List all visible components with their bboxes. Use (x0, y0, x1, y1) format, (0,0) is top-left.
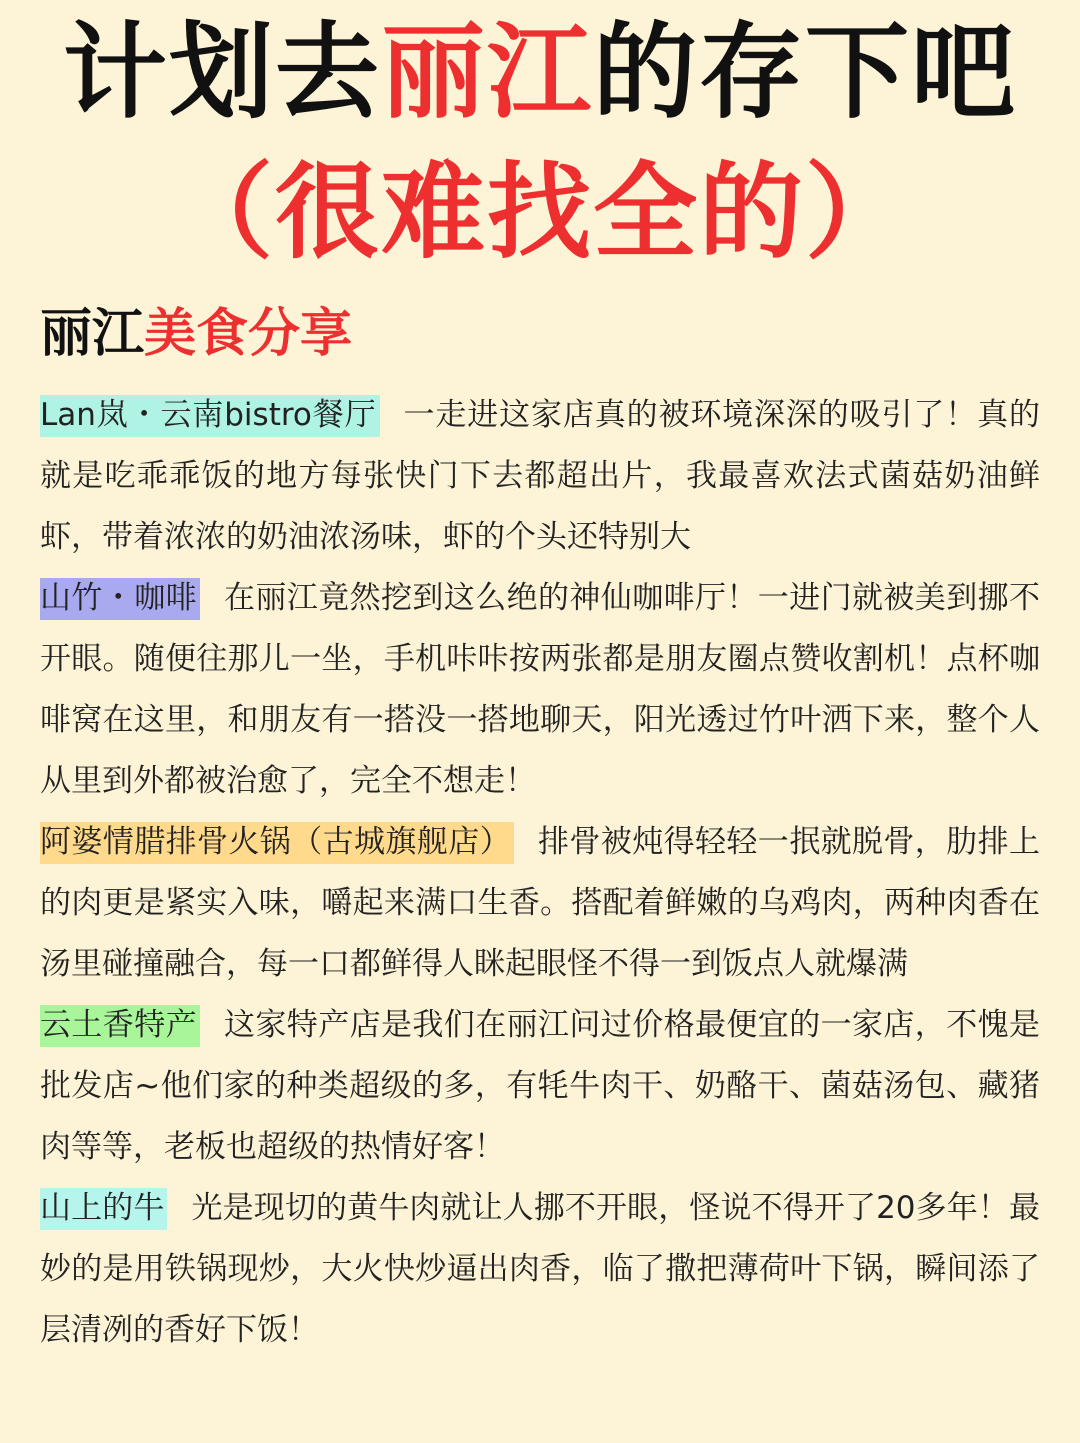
food-entry-yuntuxiang (40, 995, 1040, 1178)
restaurant-name-tag: 云土香特产 (40, 1005, 200, 1047)
title-part2: 的存下吧 (593, 11, 1018, 133)
restaurant-name-tag: 阿婆情腊排骨火锅（古城旗舰店） (40, 822, 514, 864)
food-entry-shanshang-niu (40, 1178, 1040, 1361)
restaurant-name-tag: Lan岚・云南bistro餐厅 (40, 395, 380, 437)
food-entry-lan-bistro (40, 385, 1040, 568)
restaurant-description: 在丽江竟然挖到这么绝的神仙咖啡厅！一进门就被美到挪不开眼。随便往那儿一坐，手机咔咔按两张都是朋友圈点赞收割机！点杯咖啡窝在这里，和朋友有一搭没一搭地聊天，阳光透过竹叶洒下来，整个人从里到外都被治愈了，完全不想走！ (40, 580, 1040, 799)
heading-highlight: 美食分享 (144, 304, 353, 364)
restaurant-name-tag: 山上的牛 (40, 1188, 167, 1230)
food-entry-shanzhu-coffee (40, 568, 1040, 812)
title-highlight: 丽江 (380, 11, 593, 133)
restaurant-description: 排骨被炖得轻轻一抿就脱骨，肋排上的肉更是紧实入味，嚼起来满口生香。搭配着鲜嫩的乌鸡肉，两种肉香在汤里碰撞融合，每一口都鲜得人眯起眼怪不得一到饭点人就爆满 (40, 824, 1040, 982)
title-part1: 计划去 (62, 11, 381, 133)
restaurant-description: 光是现切的黄牛肉就让人挪不开眼，怪说不得开了20多年！最妙的是用铁锅现炒，大火快炒逼出肉香，临了撒把薄荷叶下锅，瞬间添了层清冽的香好下饭！ (40, 1190, 1041, 1348)
heading-part1: 丽江 (40, 304, 145, 364)
page-title (0, 12, 1080, 132)
food-entry-apo-hotpot (40, 812, 1040, 995)
page-subtitle: （很难找全的） (168, 151, 911, 273)
restaurant-description: 一走进这家店真的被环境深深的吸引了！真的就是吃乖乖饭的地方每张快门下去都超出片，我最喜欢法式菌菇奶油鲜虾，带着浓浓的奶油浓汤味，虾的个头还特别大 (40, 397, 1041, 555)
section-heading (40, 302, 352, 366)
restaurant-name-tag: 山竹・咖啡 (40, 578, 200, 620)
food-list (40, 385, 1040, 1361)
restaurant-description: 这家特产店是我们在丽江问过价格最便宜的一家店，不愧是批发店~他们家的种类超级的多，有牦牛肉干、奶酪干、菌菇汤包、藏猪肉等等，老板也超级的热情好客！ (40, 1007, 1040, 1165)
